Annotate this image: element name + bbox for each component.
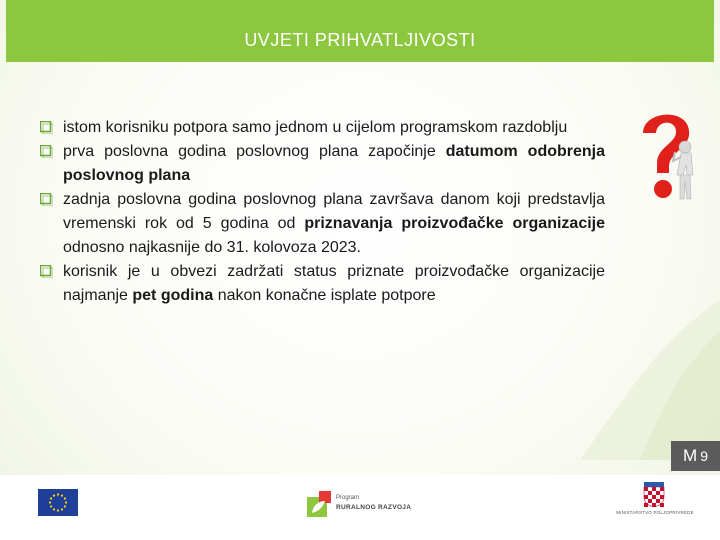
checkbox-square-icon [40, 121, 53, 134]
slide-number-badge [671, 441, 720, 471]
bullet-item [40, 188, 605, 260]
program-label: Program [336, 495, 360, 501]
eu-flag-icon [38, 489, 78, 516]
bullet-item [40, 116, 605, 140]
bullet-text: istom korisniku potpora samo jednom u cijelom programskom razdoblju [63, 119, 568, 136]
footer [0, 475, 720, 540]
leaf-decoration [520, 300, 720, 460]
question-mark-thinker-icon [625, 103, 703, 207]
program-logo-icon [307, 491, 333, 517]
bullet-emphasis: pet godina [132, 287, 214, 304]
checkbox-square-icon [40, 145, 53, 158]
bullet-text: prva poslovna godina poslovnog plana započinje [63, 143, 446, 160]
bullet-item [40, 140, 605, 188]
checkbox-square-icon [40, 193, 53, 206]
slide-number-prefix: M [683, 446, 698, 465]
bullet-text: zadnja poslovna godina poslovnog plana završava danom koji predstavlja vremenski rok od 5 godina od [63, 191, 605, 232]
ministry-label: MINISTARSTVO POLJOPRIVREDE [616, 510, 694, 515]
slide-number: 9 [700, 448, 708, 464]
croatian-coat-of-arms-icon [643, 481, 665, 507]
bullet-emphasis: datumom odobrenja poslovnog plana [63, 143, 606, 184]
program-ruralnog-razvoja-logo [307, 489, 427, 521]
bullet-text: korisnik je u obvezi zadržati status priznate proizvođačke organizacije najmanje [63, 263, 605, 304]
program-name: RURALNOG RAZVOJA [336, 504, 412, 511]
checkbox-square-icon [40, 265, 53, 278]
bullet-text: odnosno najkasnije do 31. kolovoza 2023. [63, 239, 361, 256]
title-bar [6, 0, 714, 62]
bullet-item [40, 260, 605, 308]
bullet-emphasis: priznavanja proizvođačke organizacije [304, 215, 605, 232]
page-title: UVJETI PRIHVATLJIVOSTI [244, 29, 476, 50]
bullet-list [40, 116, 605, 308]
bullet-text: nakon konačne isplate potpore [213, 287, 436, 304]
